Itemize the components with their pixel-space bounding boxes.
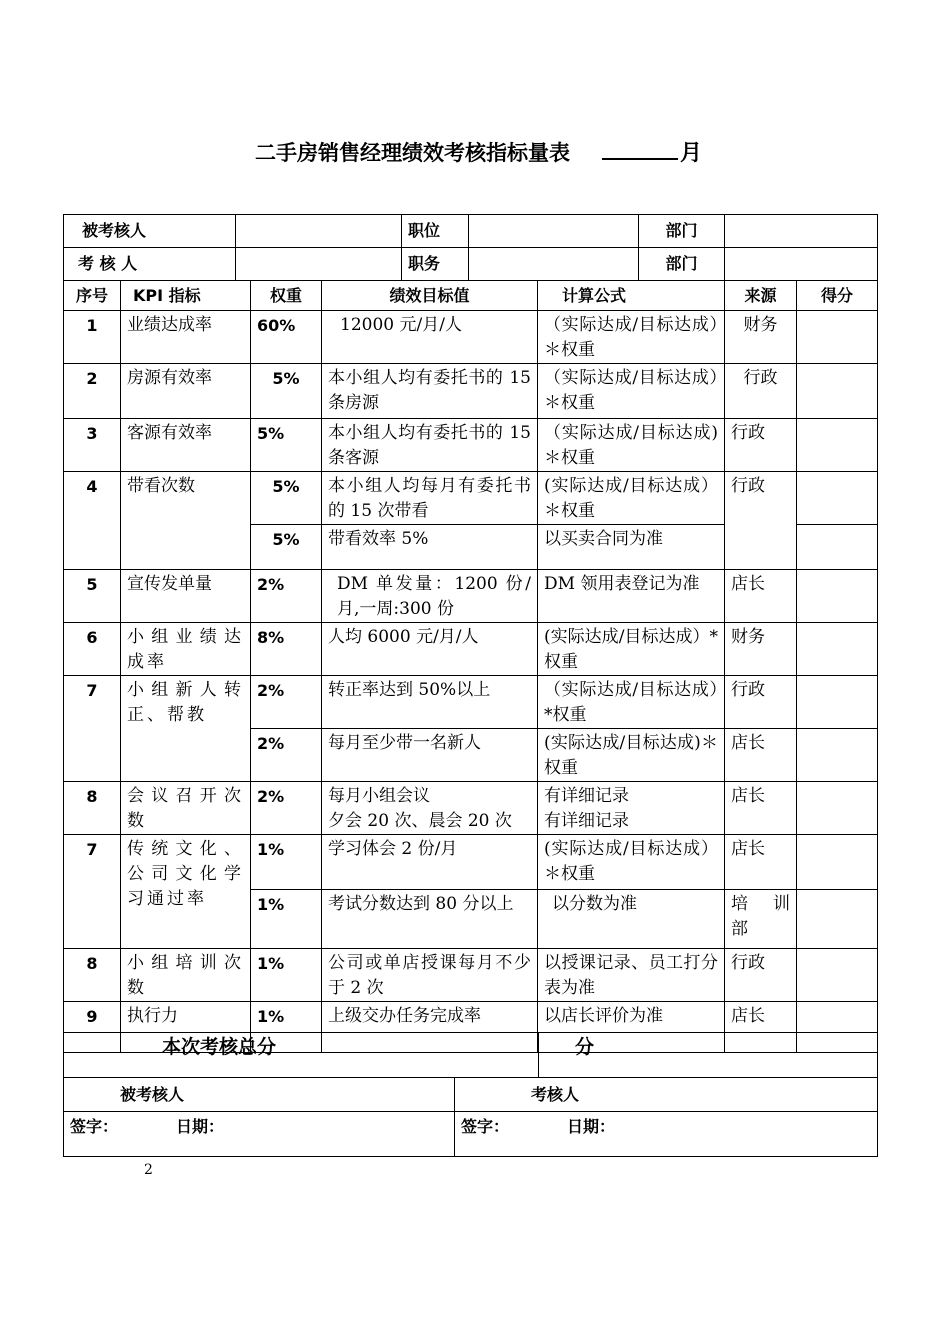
row-source: 财务 (725, 623, 797, 676)
row-source: 店长 (725, 1002, 797, 1053)
row-score[interactable] (797, 676, 878, 729)
row-formula: （实际达成/目标达成）*权重 (538, 676, 725, 729)
summary-table (63, 1032, 878, 1157)
row-seq: 9 (64, 1002, 121, 1053)
table-row (64, 949, 878, 1002)
row-target-line1: 每月小组会议 (328, 786, 430, 806)
row-formula: (实际达成/目标达成)＊权重 (538, 729, 725, 782)
examinee-value[interactable] (236, 215, 402, 248)
row-weight: 5% (251, 419, 322, 472)
row-kpi: 小组新人转正、帮教 (121, 676, 251, 782)
row-score[interactable] (797, 419, 878, 472)
examiner-label: 考 核 人 (64, 248, 236, 281)
row-score[interactable] (797, 782, 878, 835)
row-formula: （实际达成/目标达成）＊权重 (538, 311, 725, 364)
header-kpi: KPI 指标 (121, 281, 251, 311)
title-text: 二手房销售经理绩效考核指标量表 (255, 141, 570, 165)
row-source: 店长 (725, 729, 797, 782)
table-row (64, 472, 878, 525)
row-kpi: 宣传发单量 (121, 570, 251, 623)
row-seq: 8 (64, 949, 121, 1002)
row-target: 考试分数达到 80 分以上 (322, 890, 538, 949)
header-weight: 权重 (251, 281, 322, 311)
row-formula: 以分数为准 (538, 890, 725, 949)
row-weight: 2% (251, 782, 322, 835)
row-weight: 1% (251, 835, 322, 890)
row-target: 12000 元/月/人 (322, 311, 538, 364)
header-target: 绩效目标值 (322, 281, 538, 311)
row-target: 转正率达到 50%以上 (322, 676, 538, 729)
info-row (64, 248, 878, 281)
examiner-value[interactable] (236, 248, 402, 281)
table-row (64, 311, 878, 364)
row-seq: 7 (64, 835, 121, 949)
row-weight: 1% (251, 949, 322, 1002)
row-formula: 以买卖合同为准 (538, 525, 725, 570)
title-month: 月 (680, 141, 703, 166)
row-weight: 2% (251, 676, 322, 729)
row-formula: 以店长评价为准 (538, 1002, 725, 1053)
department-label: 部门 (639, 215, 725, 248)
row-source: 行政 (725, 949, 797, 1002)
department-label-2: 部门 (639, 248, 725, 281)
row-weight: 1% (251, 890, 322, 949)
row-score[interactable] (797, 623, 878, 676)
row-kpi: 小组业绩达成率 (121, 623, 251, 676)
row-weight: 8% (251, 623, 322, 676)
row-score[interactable] (797, 364, 878, 419)
table-row (64, 623, 878, 676)
total-row (64, 1033, 878, 1078)
row-seq: 5 (64, 570, 121, 623)
info-table (63, 214, 878, 281)
row-seq: 2 (64, 364, 121, 419)
page-number: 2 (144, 1162, 153, 1178)
row-score[interactable] (797, 311, 878, 364)
header-seq: 序号 (64, 281, 121, 311)
row-seq: 7 (64, 676, 121, 782)
examinee-date-label: 日期： (176, 1117, 225, 1136)
row-kpi: 房源有效率 (121, 364, 251, 419)
signature-row (64, 1112, 878, 1157)
row-target: 本小组人均每月有委托书的 15 次带看 (322, 472, 538, 525)
row-target: 每月至少带一名新人 (322, 729, 538, 782)
department-value[interactable] (725, 215, 878, 248)
row-score[interactable] (797, 525, 878, 570)
row-kpi: 传统文化、公司文化学习通过率 (121, 835, 251, 949)
row-target: 带看效率 5% (322, 525, 538, 570)
examiner-signature-cell[interactable] (455, 1112, 878, 1157)
row-kpi: 小组培训次数 (121, 949, 251, 1002)
row-weight: 5% (251, 472, 322, 525)
examinee-sign-label: 签字： (70, 1117, 119, 1136)
page-title (255, 136, 702, 167)
row-kpi: 带看次数 (121, 472, 251, 570)
row-target: 学习体会 2 份/月 (322, 835, 538, 890)
info-row (64, 215, 878, 248)
row-kpi: 执行力 (121, 1002, 251, 1053)
row-formula: (实际达成/目标达成）*权重 (538, 623, 725, 676)
row-target (322, 782, 538, 835)
total-score-label: 本次考核总分 (64, 1033, 539, 1078)
row-source: 行政 (725, 364, 797, 419)
table-header-row (64, 281, 878, 311)
row-source: 培 训 部 (725, 890, 797, 949)
header-formula: 计算公式 (538, 281, 725, 311)
row-target: DM 单发量：1200 份/月,一周:300 份 (322, 570, 538, 623)
row-weight: 60% (251, 311, 322, 364)
row-seq: 8 (64, 782, 121, 835)
row-score[interactable] (797, 835, 878, 890)
examiner-sign-label: 签字： (461, 1117, 510, 1136)
row-weight: 2% (251, 570, 322, 623)
row-formula (538, 782, 725, 835)
row-formula: (实际达成/目标达成）＊权重 (538, 472, 725, 525)
row-formula-line2: 有详细记录 (544, 811, 629, 831)
row-source: 行政 (725, 676, 797, 729)
row-score[interactable] (797, 472, 878, 525)
examinee-label: 被考核人 (64, 215, 236, 248)
month-blank (602, 138, 678, 160)
row-score[interactable] (797, 890, 878, 949)
examiner-date-label: 日期： (567, 1117, 616, 1136)
row-weight: 2% (251, 729, 322, 782)
header-score: 得分 (797, 281, 878, 311)
table-row (64, 676, 878, 729)
row-kpi: 会议召开次数 (121, 782, 251, 835)
position-value[interactable] (469, 215, 639, 248)
row-source: 店长 (725, 570, 797, 623)
position-label: 职位 (402, 215, 469, 248)
examinee-signature-cell[interactable] (64, 1112, 455, 1157)
row-seq: 3 (64, 419, 121, 472)
table-row (64, 419, 878, 472)
row-weight: 5% (251, 364, 322, 419)
row-formula: (实际达成/目标达成）＊权重 (538, 835, 725, 890)
row-formula: （实际达成/目标达成)＊权重 (538, 419, 725, 472)
examinee-footer-label: 被考核人 (64, 1078, 455, 1112)
row-seq: 1 (64, 311, 121, 364)
row-target: 本小组人均有委托书的 15 条客源 (322, 419, 538, 472)
duty-label: 职务 (402, 248, 469, 281)
table-row (64, 364, 878, 419)
row-formula: （实际达成/目标达成）＊权重 (538, 364, 725, 419)
row-source: 财务 (725, 311, 797, 364)
row-source: 行政 (725, 419, 797, 472)
table-row (64, 570, 878, 623)
row-target: 公司或单店授课每月不少于 2 次 (322, 949, 538, 1002)
kpi-table (63, 280, 878, 1053)
row-formula: DM 领用表登记为准 (538, 570, 725, 623)
row-source: 店长 (725, 782, 797, 835)
row-score[interactable] (797, 729, 878, 782)
row-target: 人均 6000 元/月/人 (322, 623, 538, 676)
row-seq: 4 (64, 472, 121, 570)
signer-header-row (64, 1078, 878, 1112)
row-seq: 6 (64, 623, 121, 676)
row-score[interactable] (797, 570, 878, 623)
table-row (64, 782, 878, 835)
row-weight: 5% (251, 525, 322, 570)
row-score[interactable] (797, 949, 878, 1002)
duty-value[interactable] (469, 248, 639, 281)
row-source: 店长 (725, 835, 797, 890)
row-target-line2: 夕会 20 次、晨会 20 次 (328, 811, 512, 831)
row-formula-line1: 有详细记录 (544, 786, 629, 806)
row-source: 行政 (725, 472, 797, 570)
row-kpi: 客源有效率 (121, 419, 251, 472)
row-target: 上级交办任务完成率 (322, 1002, 538, 1053)
row-kpi: 业绩达成率 (121, 311, 251, 364)
examiner-footer-label: 考核人 (455, 1078, 878, 1112)
table-row (64, 835, 878, 890)
department-value-2[interactable] (725, 248, 878, 281)
row-formula: 以授课记录、员工打分表为准 (538, 949, 725, 1002)
row-target: 本小组人均有委托书的 15 条房源 (322, 364, 538, 419)
header-source: 来源 (725, 281, 797, 311)
total-score-unit: 分 (539, 1033, 878, 1078)
row-weight: 1% (251, 1002, 322, 1053)
